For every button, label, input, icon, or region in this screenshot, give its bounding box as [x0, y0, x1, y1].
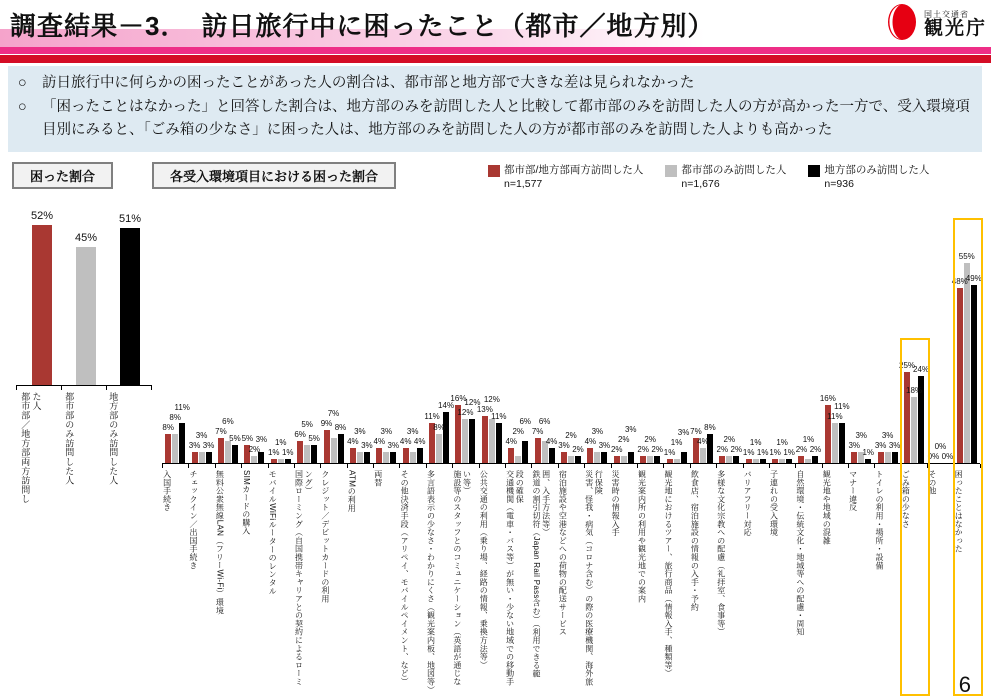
- bar-1-20: [700, 448, 706, 463]
- mini-axis-tick: [61, 386, 62, 390]
- main-axis-tick: [426, 464, 427, 468]
- bar-1-6: [331, 438, 337, 463]
- bar-value-1-22: 1%: [749, 438, 762, 448]
- bar-value-2-10: 14%: [438, 401, 455, 411]
- bar-value-1-13: 2%: [512, 427, 524, 437]
- legend-n: n=1,676: [681, 177, 720, 190]
- bar-2-24: [812, 456, 818, 463]
- summary-bullet-1-text: 訪日旅行中に何らかの困ったことがあった人の割合は、都市部と地方部で大きな差は見られなかった: [42, 75, 695, 91]
- bar-value-2-22: 1%: [756, 448, 769, 458]
- bullet-circle-icon: ○: [18, 99, 27, 116]
- mini-category-label-0: 都市部／地方部両方訪問した人: [20, 392, 42, 504]
- highlight-box-30: [953, 218, 983, 696]
- bar-value-1-20: 4%: [697, 437, 709, 447]
- bar-value-2-1: 3%: [202, 441, 215, 451]
- bar-2-26: [865, 459, 871, 463]
- bar-value-0-16: 4%: [584, 437, 597, 447]
- mini-axis-tick: [106, 386, 107, 390]
- bar-value-1-25: 11%: [827, 411, 843, 421]
- bar-0-22: [746, 459, 752, 463]
- category-label-4: モバイルWiFiルーターのレンタル: [268, 470, 278, 596]
- legend-label: 都市部のみ訪問した人: [681, 164, 787, 176]
- bar-value-1-8: 3%: [380, 427, 393, 437]
- mini-axis-tick: [151, 386, 152, 390]
- tourism-agency-logo-icon: [885, 2, 921, 47]
- bar-value-0-17: 2%: [610, 444, 623, 454]
- bar-value-2-26: 1%: [862, 448, 875, 458]
- category-label-15: 宿泊施設や空港などへの荷物の配送サービス: [558, 470, 568, 636]
- category-label-16: 災害、怪我・病気（コロナ含む）の際の医療機関、海外旅行保険: [584, 470, 604, 686]
- bar-value-2-11: 12%: [464, 398, 481, 408]
- bar-value-0-7: 4%: [347, 437, 359, 447]
- bar-0-4: [271, 459, 277, 463]
- bar-1-17: [621, 456, 627, 463]
- bar-2-8: [390, 452, 396, 463]
- bar-value-2-28: 24%: [913, 364, 930, 374]
- category-label-8: 両替: [373, 470, 383, 487]
- main-axis-tick: [320, 464, 321, 468]
- header-red-bar: [0, 55, 991, 63]
- bar-value-1-19: 1%: [670, 438, 683, 448]
- bar-value-2-6: 8%: [334, 422, 347, 432]
- main-axis-tick: [188, 464, 189, 468]
- bar-value-1-11: 12%: [457, 408, 474, 418]
- mini-bar-value-2: 51%: [118, 213, 142, 226]
- main-axis-tick: [822, 464, 823, 468]
- category-label-20: 飲食店、宿泊施設の情報の入手・予約: [690, 470, 700, 612]
- bar-value-0-20: 7%: [690, 426, 702, 436]
- bar-value-1-15: 2%: [565, 431, 577, 441]
- bar-value-1-29: 0%: [934, 442, 947, 451]
- bar-value-1-2: 6%: [222, 416, 234, 426]
- category-label-0: 入国手続き: [162, 470, 172, 512]
- bar-value-1-7: 3%: [354, 427, 366, 437]
- bar-value-1-12: 12%: [483, 394, 500, 404]
- bar-value-0-26: 3%: [848, 441, 861, 451]
- category-label-28: ごみ箱の少なさ: [901, 470, 911, 529]
- legend-item-rural-only: [808, 164, 929, 191]
- category-label-24: 自然環境・伝統文化・地域等への配慮・周知: [795, 470, 805, 636]
- bar-value-0-22: 1%: [742, 448, 755, 458]
- bar-value-0-25: 16%: [819, 393, 836, 403]
- bar-value-1-10: 8%: [433, 422, 445, 432]
- bar-1-9: [410, 452, 416, 463]
- category-label-1: チェックイン／出国手続き: [188, 470, 198, 570]
- bar-0-8: [376, 448, 382, 463]
- bar-0-17: [614, 456, 620, 463]
- bar-1-1: [199, 452, 205, 463]
- category-label-23: 子連れの受入環境: [769, 470, 779, 537]
- category-label-18: 観光案内所の利用や観光地での案内: [637, 470, 647, 603]
- bar-2-27: [892, 452, 898, 463]
- bar-value-2-9: 4%: [413, 437, 426, 447]
- bar-1-21: [726, 456, 732, 463]
- bar-value-0-3: 5%: [241, 433, 254, 443]
- bar-1-24: [805, 459, 811, 463]
- category-label-27: トイレの利用・場所・設備: [875, 470, 885, 570]
- bar-0-18: [640, 456, 646, 463]
- category-label-3: SIMカードの購入: [241, 470, 251, 535]
- main-axis-tick: [874, 464, 875, 468]
- main-axis-tick: [294, 464, 295, 468]
- bar-2-11: [469, 419, 475, 463]
- troubles-by-item-chart: [158, 200, 988, 700]
- bar-2-7: [364, 452, 370, 463]
- overall-troubled-ratio-chart: [10, 205, 165, 505]
- bar-value-1-6: 7%: [327, 409, 340, 419]
- legend-n: n=936: [824, 177, 854, 190]
- bar-value-1-21: 2%: [723, 434, 736, 444]
- mini-bar-value-0: 52%: [30, 210, 54, 223]
- main-axis-tick: [663, 464, 664, 468]
- bar-value-1-4: 1%: [274, 438, 287, 448]
- category-label-21: 多様な文化宗教への配慮（礼拝室、食事等）: [716, 470, 726, 636]
- main-x-axis: [162, 463, 980, 464]
- bar-value-0-27: 3%: [874, 441, 887, 451]
- main-axis-tick: [611, 464, 612, 468]
- mini-axis-tick: [16, 386, 17, 390]
- bar-1-16: [594, 452, 600, 463]
- bar-value-0-29: 0%: [927, 452, 940, 461]
- main-axis-tick: [452, 464, 453, 468]
- bar-value-2-23: 1%: [783, 448, 795, 458]
- main-axis-tick: [848, 464, 849, 468]
- ministry-name: 国土交通省: [923, 10, 969, 19]
- bar-1-15: [568, 456, 574, 463]
- bar-value-2-27: 3%: [888, 441, 901, 451]
- category-label-17: 災害時の情報入手: [611, 470, 621, 537]
- bar-value-0-4: 1%: [267, 448, 280, 458]
- legend-swatch-both: [488, 165, 500, 177]
- category-label-9: その他決済手段（アリペイ、モバイルペイメント、など）: [400, 470, 410, 686]
- bar-2-5: [311, 445, 317, 463]
- bar-value-1-0: 8%: [169, 412, 181, 422]
- bar-0-0: [165, 434, 171, 463]
- bar-value-2-14: 4%: [545, 437, 558, 447]
- bar-2-2: [232, 445, 238, 463]
- bar-1-13: [515, 456, 521, 463]
- bar-value-0-2: 7%: [215, 426, 227, 436]
- bar-2-9: [417, 448, 423, 463]
- legend-text-rural-only: [824, 164, 929, 191]
- bar-value-0-10: 11%: [424, 411, 440, 421]
- category-label-19: 観光地におけるツアー、旅行商品（情報入手、種類等）: [663, 470, 673, 678]
- main-axis-tick: [268, 464, 269, 468]
- bar-1-18: [647, 456, 653, 463]
- main-axis-tick: [584, 464, 585, 468]
- mini-bar-0: [32, 225, 52, 385]
- category-label-6: クレジット／デビットカードの利用: [320, 470, 330, 603]
- bar-1-8: [383, 452, 389, 463]
- mini-category-label-1: 都市部のみ訪問した人: [64, 392, 75, 485]
- category-label-10: 多言語表示の少なさ・わかりにくさ（観光案内板、地図等）: [426, 470, 436, 695]
- bar-1-4: [278, 459, 284, 463]
- category-label-2: 無料公衆無線LAN（フリーWi-Fi）環境: [215, 470, 225, 615]
- bar-value-0-11: 16%: [450, 393, 467, 403]
- bar-value-1-30: 55%: [958, 251, 975, 261]
- legend-text-both: [504, 164, 643, 191]
- bar-value-0-30: 48%: [951, 277, 968, 287]
- main-axis-tick: [637, 464, 638, 468]
- main-axis-tick: [399, 464, 400, 468]
- agency-logo: [881, 2, 987, 47]
- bar-value-0-19: 1%: [663, 448, 676, 458]
- bar-2-1: [206, 452, 212, 463]
- bar-value-2-16: 3%: [598, 441, 611, 451]
- bar-1-22: [753, 459, 759, 463]
- section-label-by-item: 各受入環境項目における困った割合: [152, 162, 396, 189]
- bar-1-3: [251, 456, 257, 463]
- bar-value-1-24: 1%: [802, 434, 815, 444]
- bar-value-2-15: 2%: [572, 444, 584, 454]
- bar-2-15: [575, 456, 581, 463]
- bar-value-1-23: 1%: [776, 438, 788, 448]
- bar-value-2-13: 6%: [519, 417, 531, 427]
- legend-text-urban-only: [681, 164, 786, 191]
- mini-bar-1: [76, 247, 96, 385]
- bar-0-9: [403, 448, 409, 463]
- bar-2-10: [443, 412, 449, 463]
- main-axis-tick: [215, 464, 216, 468]
- legend-item-both: [488, 164, 643, 191]
- bar-value-0-24: 2%: [795, 444, 808, 454]
- bar-value-1-27: 3%: [881, 431, 894, 441]
- main-axis-tick: [690, 464, 691, 468]
- highlight-box-28: [900, 338, 930, 696]
- page-title: 調査結果－3． 訪日旅行中に困ったこと（都市／地方別）: [10, 11, 715, 41]
- bar-value-0-21: 2%: [716, 444, 729, 454]
- bar-value-2-20: 8%: [704, 422, 716, 432]
- category-label-12: 公共交通の利用（乗り場、経路の情報、乗換方法等）: [479, 470, 489, 670]
- bar-value-0-9: 4%: [399, 437, 412, 447]
- bar-1-5: [304, 445, 310, 463]
- bar-1-25: [832, 423, 838, 463]
- bar-value-2-21: 2%: [730, 444, 743, 454]
- legend-n: n=1,577: [504, 177, 543, 190]
- main-axis-tick: [373, 464, 374, 468]
- category-label-25: 観光地や地域の混雑: [822, 470, 832, 545]
- agency-logo-text: [924, 11, 987, 38]
- bar-value-1-1: 3%: [195, 431, 208, 441]
- bar-value-2-2: 5%: [229, 433, 241, 443]
- category-label-29: その他: [927, 470, 937, 495]
- legend-item-urban-only: [665, 164, 786, 191]
- category-label-5: 国際ローミング（自国携帯キャリアとの契約によるローミング）: [294, 470, 314, 686]
- main-axis-tick: [716, 464, 717, 468]
- bar-0-23: [772, 459, 778, 463]
- summary-bullet-2-text: 「困ったことはなかった」と回答した割合は、地方部のみを訪問した人と比較して都市部のみを訪問した人の方が高かった一方で、受入環境項目別にみると、「ごみ箱の少なさ」に困った人は、地方部のみを訪問した人の方が都市部のみを訪問した人よりも高かった: [42, 99, 970, 138]
- main-axis-tick: [479, 464, 480, 468]
- legend-swatch-rural-only: [808, 165, 820, 177]
- bar-0-1: [192, 452, 198, 463]
- bar-value-2-7: 3%: [361, 441, 373, 451]
- bar-value-2-3: 3%: [255, 434, 268, 444]
- legend-label: 都市部/地方部両方訪問した人: [504, 164, 644, 176]
- bar-value-2-0: 11%: [174, 402, 190, 412]
- main-axis-tick: [531, 464, 532, 468]
- agency-name: 観光庁: [923, 18, 987, 39]
- bar-0-12: [482, 416, 488, 463]
- bar-value-2-19: 3%: [677, 428, 690, 438]
- header-pink-bar: [0, 47, 991, 54]
- bar-value-1-17: 2%: [617, 434, 630, 444]
- mini-bar-value-1: 45%: [74, 231, 98, 244]
- bar-2-22: [760, 459, 766, 463]
- bar-0-7: [350, 448, 356, 463]
- bar-0-19: [667, 459, 673, 463]
- bar-value-2-30: 49%: [965, 273, 982, 283]
- category-label-13: 交通機関（電車・バス等）が無い・少ない地域での移動手段の確保: [505, 470, 525, 686]
- mini-bar-2: [120, 228, 140, 385]
- category-label-7: ATMの利用: [347, 470, 357, 513]
- chart-legend: [488, 164, 929, 191]
- main-axis-tick: [558, 464, 559, 468]
- mini-category-label-2: 地方部のみ訪問した人: [108, 392, 119, 485]
- bar-value-1-18: 2%: [644, 434, 656, 444]
- legend-swatch-urban-only: [665, 165, 677, 177]
- bar-value-0-18: 2%: [637, 444, 649, 454]
- bar-1-12: [489, 419, 495, 463]
- bar-1-23: [779, 459, 785, 463]
- bar-value-2-12: 11%: [491, 411, 507, 421]
- bar-value-2-29: 0%: [941, 452, 954, 461]
- category-label-14: 鉄道の割引切符（Japan Rail Pass含む）（利用できる範囲、入手方法等）: [532, 470, 551, 678]
- bar-2-23: [786, 459, 792, 463]
- category-label-11: 施設等のスタッフとのコミュニケーション（英語が通じない等）: [452, 470, 472, 686]
- main-axis-tick: [241, 464, 242, 468]
- category-label-22: バリアフリー対応: [743, 470, 753, 537]
- bar-value-0-15: 3%: [558, 441, 570, 451]
- bar-value-0-0: 8%: [162, 422, 174, 432]
- bar-1-2: [225, 441, 231, 463]
- bar-value-0-13: 4%: [505, 437, 517, 447]
- bar-2-4: [285, 459, 291, 463]
- main-axis-tick: [743, 464, 744, 468]
- bar-value-1-26: 3%: [855, 431, 868, 441]
- bar-1-19: [674, 459, 680, 463]
- main-axis-tick: [347, 464, 348, 468]
- bar-1-7: [357, 452, 363, 463]
- bar-value-0-14: 7%: [531, 426, 544, 436]
- bullet-circle-icon: ○: [18, 75, 27, 91]
- bar-value-0-5: 6%: [294, 430, 306, 440]
- summary-bullet-2: [16, 96, 972, 141]
- page-number: 6: [958, 672, 971, 697]
- bar-0-13: [508, 448, 514, 463]
- main-axis-tick: [162, 464, 163, 468]
- bar-value-2-25: 11%: [834, 401, 850, 411]
- bar-value-0-12: 13%: [476, 404, 493, 414]
- bar-value-2-18: 2%: [651, 444, 663, 454]
- bar-1-0: [172, 434, 178, 463]
- bar-1-27: [885, 452, 891, 463]
- bar-value-1-3: 2%: [248, 444, 261, 454]
- bar-0-21: [719, 456, 725, 463]
- bar-value-0-1: 3%: [188, 441, 201, 451]
- bar-value-1-16: 3%: [591, 427, 604, 437]
- bar-1-10: [436, 434, 442, 463]
- mini-x-axis: [16, 385, 152, 386]
- bar-value-0-23: 1%: [769, 448, 781, 458]
- bar-value-0-8: 4%: [373, 437, 386, 447]
- bar-1-11: [462, 419, 468, 463]
- bar-2-14: [549, 448, 555, 463]
- bar-value-1-14: 6%: [538, 416, 551, 426]
- category-label-30: 困ったことはなかった: [954, 470, 964, 553]
- summary-bullet-1: [16, 72, 972, 94]
- bar-2-13: [522, 441, 528, 463]
- bar-value-0-6: 9%: [320, 419, 333, 429]
- bar-value-2-8: 3%: [387, 441, 400, 451]
- bar-value-1-28: 18%: [906, 386, 923, 396]
- bar-value-2-4: 1%: [281, 448, 294, 458]
- main-axis-tick: [795, 464, 796, 468]
- bar-value-1-9: 3%: [406, 427, 419, 437]
- bar-value-2-17: 3%: [624, 424, 637, 434]
- legend-label: 地方部のみ訪問した人: [824, 164, 930, 176]
- summary-note-box: [8, 66, 982, 152]
- bar-value-2-5: 5%: [308, 433, 320, 443]
- bar-value-0-28: 25%: [899, 361, 916, 370]
- main-axis-tick: [769, 464, 770, 468]
- bar-value-2-24: 2%: [809, 444, 822, 454]
- section-label-overall: 困った割合: [12, 162, 113, 189]
- category-label-26: マナー違反: [848, 470, 858, 512]
- main-axis-tick: [505, 464, 506, 468]
- bar-value-1-5: 5%: [301, 420, 313, 430]
- bar-2-19: [681, 452, 687, 463]
